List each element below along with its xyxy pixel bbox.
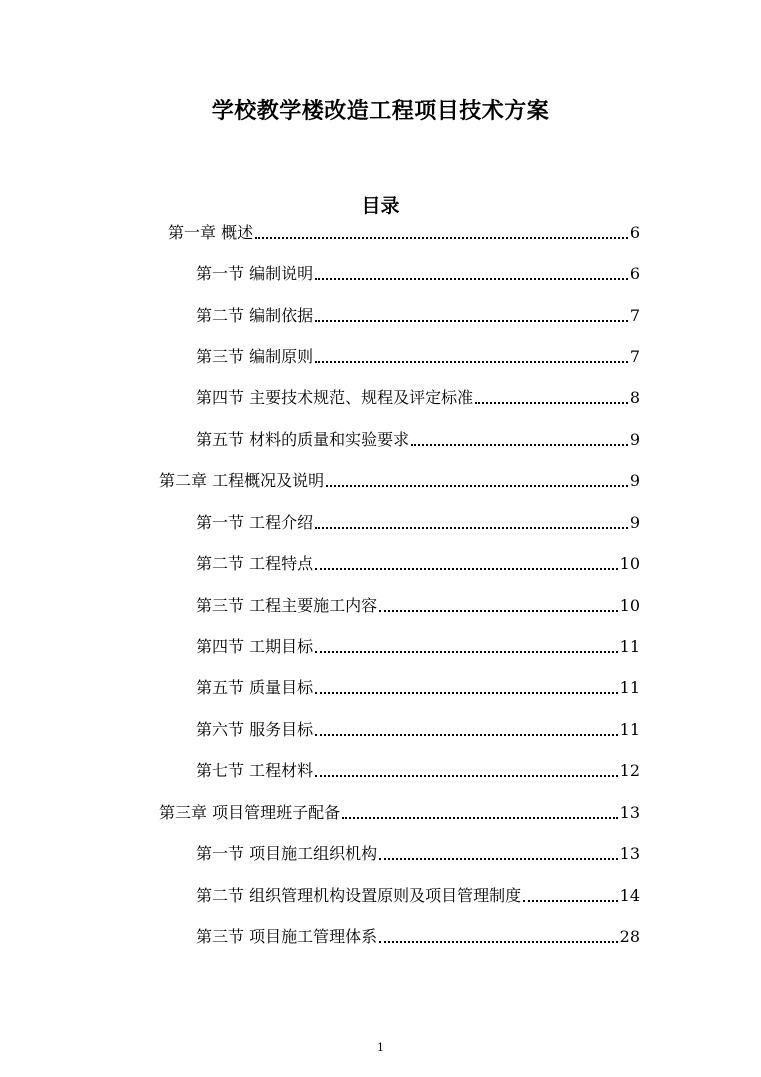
- leader-dots: [326, 485, 628, 487]
- leader-dots: [315, 527, 628, 529]
- toc-page: 14: [619, 886, 640, 905]
- toc-label: 第四节 主要技术规范、规程及评定标准: [196, 388, 474, 407]
- toc-section[interactable]: [196, 386, 640, 410]
- toc-section[interactable]: [196, 676, 640, 700]
- toc-page: 6: [629, 264, 640, 283]
- toc-label: 第三节 工程主要施工内容: [196, 596, 378, 615]
- toc-chapter[interactable]: [159, 469, 640, 493]
- toc-section[interactable]: [196, 842, 640, 866]
- toc-label: 第三节 项目施工管理体系: [196, 927, 378, 946]
- toc-section[interactable]: [196, 511, 640, 535]
- toc-chapter[interactable]: [168, 221, 640, 245]
- toc-label: 第一节 编制说明: [196, 264, 314, 283]
- leader-dots: [342, 817, 618, 819]
- toc-label: 第七节 工程材料: [196, 761, 314, 780]
- leader-dots: [379, 858, 618, 860]
- toc-section[interactable]: [196, 759, 640, 783]
- leader-dots: [315, 651, 618, 653]
- toc-page: 13: [619, 803, 640, 822]
- toc-label: 第一节 项目施工组织机构: [196, 844, 378, 863]
- leader-dots: [411, 444, 628, 446]
- toc-label: 第二节 工程特点: [196, 554, 314, 573]
- toc-chapter[interactable]: [159, 801, 640, 825]
- leader-dots: [315, 278, 628, 280]
- leader-dots: [315, 320, 628, 322]
- leader-dots: [475, 402, 628, 404]
- toc-section[interactable]: [196, 884, 640, 908]
- leader-dots: [315, 361, 628, 363]
- toc-page: 7: [629, 347, 640, 366]
- toc-page: 9: [629, 513, 640, 532]
- toc-section[interactable]: [196, 428, 640, 452]
- toc-section[interactable]: [196, 718, 640, 742]
- toc-label: 第五节 质量目标: [196, 678, 314, 697]
- page-number: 1: [377, 1041, 384, 1054]
- toc-section[interactable]: [196, 304, 640, 328]
- leader-dots: [315, 775, 618, 777]
- toc-label: 第二章 工程概况及说明: [159, 471, 325, 490]
- toc-page: 9: [629, 430, 640, 449]
- leader-dots: [255, 237, 628, 239]
- leader-dots: [379, 941, 618, 943]
- toc-label: 第一章 概述: [168, 223, 254, 242]
- toc-label: 第三节 编制原则: [196, 347, 314, 366]
- toc-label: 第三章 项目管理班子配备: [159, 803, 341, 822]
- toc-page: 13: [619, 844, 640, 863]
- toc-section[interactable]: [196, 262, 640, 286]
- toc-page: 28: [619, 927, 640, 946]
- document-title: 学校教学楼改造工程项目技术方案: [211, 99, 550, 124]
- toc-label: 第二节 编制依据: [196, 306, 314, 325]
- toc-page: 10: [619, 554, 640, 573]
- toc-section[interactable]: [196, 552, 640, 576]
- leader-dots: [315, 568, 618, 570]
- toc-section[interactable]: [196, 594, 640, 618]
- toc-section[interactable]: [196, 635, 640, 659]
- toc-page: 7: [629, 306, 640, 325]
- leader-dots: [315, 734, 618, 736]
- toc-page: 11: [619, 720, 640, 739]
- toc-page: 12: [619, 761, 640, 780]
- leader-dots: [315, 692, 618, 694]
- toc-page: 6: [629, 223, 640, 242]
- toc-label: 第四节 工期目标: [196, 637, 314, 656]
- toc-label: 第六节 服务目标: [196, 720, 314, 739]
- toc-page: 10: [619, 596, 640, 615]
- leader-dots: [379, 610, 618, 612]
- toc-page: 11: [619, 637, 640, 656]
- toc-page: 9: [629, 471, 640, 490]
- toc-label: 第二节 组织管理机构设置原则及项目管理制度: [196, 886, 522, 905]
- toc-label: 第一节 工程介绍: [196, 513, 314, 532]
- toc-section[interactable]: [196, 925, 640, 949]
- toc-page: 11: [619, 678, 640, 697]
- toc-label: 第五节 材料的质量和实验要求: [196, 430, 410, 449]
- toc-section[interactable]: [196, 345, 640, 369]
- toc-page: 8: [629, 388, 640, 407]
- toc-heading: 目录: [361, 195, 400, 217]
- leader-dots: [523, 900, 618, 902]
